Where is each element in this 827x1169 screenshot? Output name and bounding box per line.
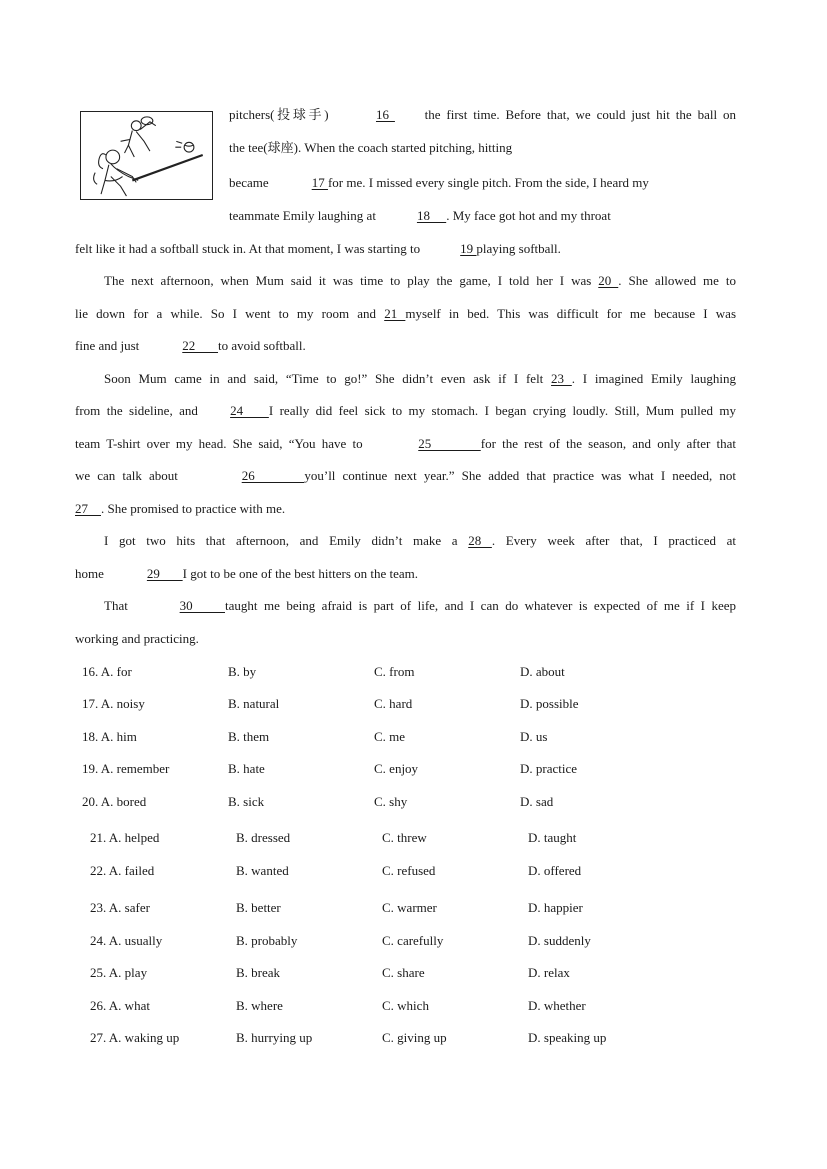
blank-29: 29 xyxy=(146,566,183,581)
blank-19: 19 xyxy=(460,241,477,256)
option-label: C. carefully xyxy=(382,933,444,948)
option-label: D. suddenly xyxy=(528,933,591,948)
question-22-option-a[interactable] xyxy=(90,863,154,879)
question-20-option-c[interactable] xyxy=(374,794,407,810)
passage-line-7 xyxy=(75,306,736,322)
question-21-option-b[interactable] xyxy=(236,830,290,846)
passage-line-6 xyxy=(75,273,736,289)
question-23-option-c[interactable] xyxy=(382,900,437,916)
blank-26: 26 xyxy=(241,468,305,483)
question-number: 19. xyxy=(82,761,99,776)
softball-players-icon xyxy=(81,112,212,199)
question-22-option-b[interactable] xyxy=(236,863,289,879)
passage-text: lie down for a while. So I went to my room and xyxy=(75,306,377,321)
question-20-option-b[interactable] xyxy=(228,794,264,810)
passage-line-17: working and practicing. xyxy=(75,631,199,646)
passage-line-4 xyxy=(229,208,611,224)
option-label: B. hate xyxy=(228,761,265,776)
passage-text: I really did feel sick to my stomach. I began crying loudly. Still, Mum pulled my xyxy=(268,403,737,418)
option-label: C. warmer xyxy=(382,900,437,915)
option-label: C. hard xyxy=(374,696,413,711)
question-26-option-b[interactable] xyxy=(236,998,283,1014)
passage-text: from the sideline, and xyxy=(75,403,198,418)
question-number: 18. xyxy=(82,729,99,744)
option-label: A. bored xyxy=(100,794,147,809)
question-25-option-b[interactable] xyxy=(236,965,280,981)
option-label: A. waking up xyxy=(108,1030,180,1045)
question-24-option-c[interactable] xyxy=(382,933,443,949)
passage-line-1 xyxy=(229,107,736,123)
question-number: 27. xyxy=(90,1030,107,1045)
option-label: D. whether xyxy=(528,998,586,1013)
question-17-option-a[interactable] xyxy=(82,696,145,712)
passage-text: felt like it had a softball stuck in. At that moment, I was starting to xyxy=(75,241,421,256)
option-label: A. usually xyxy=(108,933,163,948)
passage-text: . My face got hot and my throat xyxy=(446,208,611,223)
option-label: A. safer xyxy=(108,900,150,915)
question-number: 23. xyxy=(90,900,107,915)
option-label: B. dressed xyxy=(236,830,291,845)
blank-23: 23 xyxy=(551,371,572,386)
option-label: D. possible xyxy=(520,696,579,711)
passage-text: the first time. Before that, we could just hit the ball on xyxy=(424,107,737,122)
question-23-option-a[interactable] xyxy=(90,900,150,916)
question-16-option-d[interactable] xyxy=(520,664,565,680)
question-21-option-a[interactable] xyxy=(90,830,159,846)
blank-27: 27 xyxy=(75,501,101,516)
blank-25: 25 xyxy=(418,436,481,451)
question-22-option-d[interactable] xyxy=(528,863,581,879)
passage-line-10 xyxy=(75,403,736,419)
option-label: D. relax xyxy=(528,965,570,980)
passage-text: That xyxy=(104,598,128,613)
passage-text: for the rest of the season, and only after that xyxy=(480,436,737,451)
question-19-option-c[interactable] xyxy=(374,761,418,777)
passage-line-15 xyxy=(75,566,418,582)
passage-text: became xyxy=(229,175,269,190)
option-label: C. giving up xyxy=(382,1030,447,1045)
passage-text: for me. I missed every single pitch. From the side, I heard my xyxy=(327,175,649,190)
question-16-option-b[interactable] xyxy=(228,664,256,680)
question-number: 26. xyxy=(90,998,107,1013)
passage-text: we can talk about xyxy=(75,468,178,483)
option-label: C. refused xyxy=(382,863,436,878)
option-label: D. sad xyxy=(520,794,554,809)
option-label: A. what xyxy=(108,998,150,1013)
option-label: D. happier xyxy=(528,900,583,915)
passage-line-13 xyxy=(75,501,285,517)
passage-line-8 xyxy=(75,338,306,354)
question-25-option-d[interactable] xyxy=(528,965,570,981)
passage-line-9 xyxy=(75,371,736,387)
option-label: B. them xyxy=(228,729,270,744)
question-23-option-d[interactable] xyxy=(528,900,583,916)
option-label: C. which xyxy=(382,998,429,1013)
passage-text: team T-shirt over my head. She said, “You have to xyxy=(75,436,363,451)
passage-text: fine and just xyxy=(75,338,140,353)
option-label: D. taught xyxy=(528,830,577,845)
question-24-option-d[interactable] xyxy=(528,933,591,949)
question-20-option-a[interactable] xyxy=(82,794,146,810)
softball-illustration xyxy=(80,111,213,200)
question-22-option-c[interactable] xyxy=(382,863,435,879)
option-label: A. remember xyxy=(100,761,170,776)
passage-line-12 xyxy=(75,468,736,484)
option-label: B. natural xyxy=(228,696,280,711)
question-21-option-c[interactable] xyxy=(382,830,427,846)
question-16-option-a[interactable] xyxy=(82,664,132,680)
question-number: 21. xyxy=(90,830,107,845)
passage-text: pitchers(投球手) xyxy=(229,107,329,122)
option-label: A. noisy xyxy=(100,696,145,711)
option-label: D. practice xyxy=(520,761,578,776)
passage-text: The next afternoon, when Mum said it was time to play the game, I told her I was xyxy=(104,273,592,288)
question-number: 24. xyxy=(90,933,107,948)
blank-20: 20 xyxy=(598,273,619,288)
option-label: A. for xyxy=(100,664,132,679)
blank-18: 18 xyxy=(416,208,447,223)
passage-text: I got to be one of the best hitters on the team. xyxy=(182,566,419,581)
option-label: B. by xyxy=(228,664,257,679)
question-18-option-c[interactable] xyxy=(374,729,405,745)
passage-text: I got two hits that afternoon, and Emily didn’t make a xyxy=(104,533,458,548)
option-label: C. shy xyxy=(374,794,408,809)
question-number: 17. xyxy=(82,696,99,711)
question-18-option-a[interactable] xyxy=(82,729,137,745)
passage-text: teammate Emily laughing at xyxy=(229,208,376,223)
blank-16: 16 xyxy=(375,107,395,122)
option-label: B. break xyxy=(236,965,281,980)
option-label: D. about xyxy=(520,664,565,679)
question-25-option-a[interactable] xyxy=(90,965,147,981)
passage-line-2: the tee(球座). When the coach started pitching, hitting xyxy=(229,140,513,155)
question-17-option-c[interactable] xyxy=(374,696,412,712)
option-label: D. speaking up xyxy=(528,1030,607,1045)
blank-17: 17 xyxy=(311,175,328,190)
question-27-option-a[interactable] xyxy=(90,1030,179,1046)
blank-28: 28 xyxy=(468,533,492,548)
question-24-option-b[interactable] xyxy=(236,933,297,949)
option-label: D. offered xyxy=(528,863,582,878)
passage-text: myself in bed. This was difficult for me because I was xyxy=(405,306,737,321)
question-number: 25. xyxy=(90,965,107,980)
passage-text: . I imagined Emily laughing xyxy=(571,371,736,386)
option-label: B. hurrying up xyxy=(236,1030,313,1045)
passage-text: . She promised to practice with me. xyxy=(101,501,286,516)
passage-text: you’ll continue next year.” She added that practice was what I needed, not xyxy=(304,468,737,483)
question-27-option-c[interactable] xyxy=(382,1030,447,1046)
question-number: 16. xyxy=(82,664,99,679)
question-20-option-d[interactable] xyxy=(520,794,553,810)
option-label: B. sick xyxy=(228,794,265,809)
option-label: B. wanted xyxy=(236,863,289,878)
question-23-option-b[interactable] xyxy=(236,900,281,916)
question-21-option-d[interactable] xyxy=(528,830,576,846)
question-25-option-c[interactable] xyxy=(382,965,425,981)
blank-30: 30 xyxy=(179,598,225,613)
question-17-option-b[interactable] xyxy=(228,696,279,712)
blank-21: 21 xyxy=(384,306,406,321)
passage-line-3 xyxy=(229,175,649,191)
question-18-option-b[interactable] xyxy=(228,729,269,745)
passage-text: to avoid softball. xyxy=(218,338,306,353)
passage-text: Soon Mum came in and said, “Time to go!” She didn’t even ask if I felt xyxy=(104,371,544,386)
option-label: B. where xyxy=(236,998,283,1013)
question-17-option-d[interactable] xyxy=(520,696,579,712)
option-label: C. me xyxy=(374,729,406,744)
passage-line-16 xyxy=(75,598,736,614)
passage-text: taught me being afraid is part of life, and I can do whatever is expected of me if I keep xyxy=(225,598,737,613)
question-26-option-c[interactable] xyxy=(382,998,429,1014)
question-19-option-d[interactable] xyxy=(520,761,577,777)
option-label: B. probably xyxy=(236,933,298,948)
option-label: A. play xyxy=(108,965,148,980)
option-label: A. helped xyxy=(108,830,160,845)
passage-text: . Every week after that, I practiced at xyxy=(491,533,737,548)
question-27-option-d[interactable] xyxy=(528,1030,606,1046)
question-18-option-d[interactable] xyxy=(520,729,547,745)
passage-text: home xyxy=(75,566,104,581)
option-label: C. share xyxy=(382,965,425,980)
blank-22: 22 xyxy=(182,338,219,353)
option-label: A. failed xyxy=(108,863,155,878)
question-26-option-d[interactable] xyxy=(528,998,586,1014)
question-24-option-a[interactable] xyxy=(90,933,162,949)
option-label: B. better xyxy=(236,900,281,915)
passage-line-11 xyxy=(75,436,736,452)
option-label: C. from xyxy=(374,664,415,679)
passage-line-5 xyxy=(75,241,561,257)
blank-24: 24 xyxy=(230,403,269,418)
question-19-option-a[interactable] xyxy=(82,761,169,777)
passage-line-14 xyxy=(75,533,736,549)
passage-text: . She allowed me to xyxy=(618,273,736,288)
question-27-option-b[interactable] xyxy=(236,1030,312,1046)
option-label: D. us xyxy=(520,729,548,744)
passage-text: playing softball. xyxy=(476,241,561,256)
question-26-option-a[interactable] xyxy=(90,998,150,1014)
question-number: 22. xyxy=(90,863,107,878)
option-label: A. him xyxy=(100,729,137,744)
question-16-option-c[interactable] xyxy=(374,664,414,680)
option-label: C. enjoy xyxy=(374,761,419,776)
question-number: 20. xyxy=(82,794,99,809)
question-19-option-b[interactable] xyxy=(228,761,265,777)
option-label: C. threw xyxy=(382,830,427,845)
